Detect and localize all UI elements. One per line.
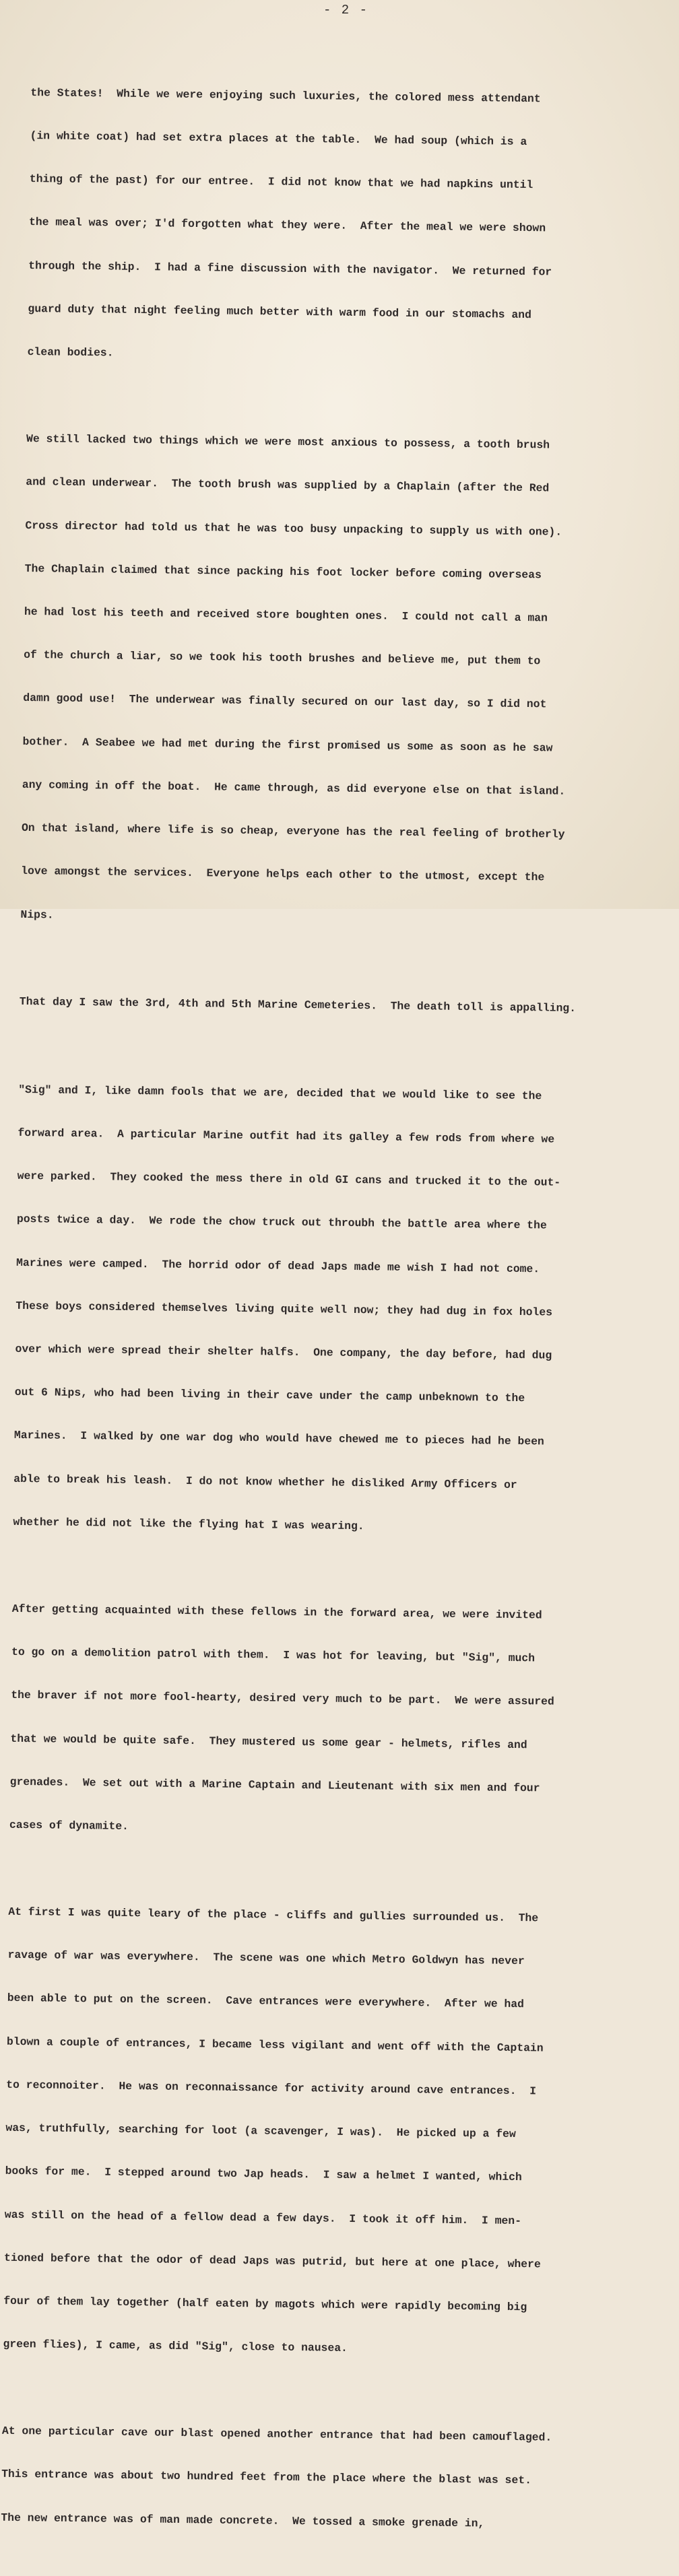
text-line: the States! While we were enjoying such luxuries, the colored mess attendant [30,86,541,106]
text-line: The Chaplain claimed that since packing his foot locker before coming overseas [24,562,542,582]
text-line: Cross director had told us that he was too busy unpacking to supply us with one). [25,518,562,539]
text-line: After getting acquainted with these fellows in the forward area, we were invited [11,1602,542,1622]
text-line: damn good use! The underwear was finally secured on our last day, so I did not [23,691,547,711]
text-line: At one particular cave our blast opened another entrance that had been camouflaged. [1,2424,552,2444]
text-line: We still lacked two things which we were most anxious to possess, a tooth brush [26,432,550,452]
text-line: guard duty that night feeling much better with warm food in our stomachs and [28,302,532,322]
text-line: bother. A Seabee we had met during the first promised us some as soon as he saw [22,735,553,755]
text-line: These boys considered themselves living quite well now; they had dug in fox holes [15,1299,553,1319]
text-line: any coming in off the boat. He came through, as did everyone else on that island. [22,778,566,798]
paragraph-camouflaged-cave [1,2395,622,2561]
text-line: ravage of war was everywhere. The scene was one which Metro Goldwyn has never [7,1948,525,1968]
paragraph-demolition-patrol [9,1573,632,1868]
text-line: On that island, where life is so cheap, everyone has the real feeling of brotherly [21,821,565,841]
text-line: Marines. I walked by one war dog who would have chewed me to pieces had he been [13,1429,544,1448]
text-line: of the church a liar, so we took his tooth brushes and believe me, put them to [24,648,541,668]
text-line: books for me. I stepped around two Jap heads. I saw a helmet I wanted, which [5,2165,522,2184]
text-line: were parked. They cooked the mess there in old GI cans and trucked it to the out- [17,1169,561,1189]
text-line: forward area. A particular Marine outfit had its galley a few rods from where we [18,1126,555,1146]
text-line: The new entrance was of man made concrete. We tossed a smoke grenade in, [1,2511,485,2530]
text-line: "Sig" and I, like damn fools that we are, decided that we would like to see the [18,1083,542,1103]
text-line: able to break his leash. I do not know whether he disliked Army Officers or [13,1472,517,1491]
text-line: and clean underwear. The tooth brush was supplied by a Chaplain (after the Red [26,475,550,495]
text-line: thing of the past) for our entree. I did not know that we had napkins until [29,172,534,192]
text-line: been able to put on the screen. Cave entrances were everywhere. After we had [7,1992,525,2011]
text-line: over which were spread their shelter halfs. One company, the day before, had dug [15,1342,552,1362]
letter-body [0,57,651,2576]
text-line: green flies), I came, as did "Sig", close to nausea. [3,2337,348,2355]
page-number: - 2 - [323,3,369,18]
text-line: cases of dynamite. [9,1818,129,1833]
text-line: whether he did not like the flying hat I was wearing. [13,1515,364,1533]
text-line: out 6 Nips, who had been living in their cave under the camp unbeknown to the [14,1386,525,1405]
text-line: Nips. [20,908,54,922]
paragraph-cemeteries [19,965,639,1045]
text-line: clean bodies. [27,345,114,360]
text-line: was still on the head of a fellow dead a few days. I took it off him. I men- [4,2208,522,2227]
text-line: the braver if not more fool-hearty, desired very much to be part. We were assured [11,1689,554,1708]
text-line: At first I was quite leary of the place - cliffs and gullies surrounded us. The [8,1905,539,1925]
text-line: love amongst the services. Everyone helps each other to the utmost, except the [21,865,545,884]
text-line: (in white coat) had set extra places at the table. We had soup (which is a [30,129,527,149]
text-line: blown a couple of entrances, I became less vigilant and went off with the Captain [6,2035,544,2055]
text-line: through the ship. I had a fine discussion with the navigator. We returned for [28,259,552,279]
text-line: was, truthfully, searching for loot (a scavenger, I was). He picked up a few [5,2121,516,2141]
paragraph-ship-dinner [27,57,651,396]
text-line: to reconnoiter. He was on reconnaissance for activity around cave entrances. I [6,2078,537,2098]
text-line: grenades. We set out with a Marine Captain and Lieutenant with six men and four [9,1775,540,1795]
paragraph-forward-area [13,1054,639,1565]
text-line: the meal was over; I'd forgotten what they were. After the meal we were shown [28,215,546,235]
text-line: that we would be quite safe. They mustered us some gear - helmets, rifles and [10,1732,527,1751]
text-line: to go on a demolition patrol with them. I was hot for leaving, but "Sig", much [11,1645,536,1665]
paragraph-tooth-brush [20,403,647,958]
text-line: That day I saw the 3rd, 4th and 5th Marine Cemeteries. The death toll is appalling. [19,994,577,1015]
text-line: he had lost his teeth and received store boughten ones. I could not call a man [24,605,548,625]
text-line: Marines were camped. The horrid odor of dead Japs made me wish I had not come. [16,1256,540,1275]
text-line: posts twice a day. We rode the chow truck out throubh the battle area where the [16,1213,547,1232]
text-line: four of them lay together (half eaten by magots which were rapidly becoming big [3,2294,527,2314]
paragraph-cliffs-gullies [3,1876,628,2387]
text-line: tioned before that the odor of dead Japs was putrid, but here at one place, where [3,2251,541,2271]
text-line: This entrance was about two hundred feet from the place where the blast was set. [1,2468,532,2487]
